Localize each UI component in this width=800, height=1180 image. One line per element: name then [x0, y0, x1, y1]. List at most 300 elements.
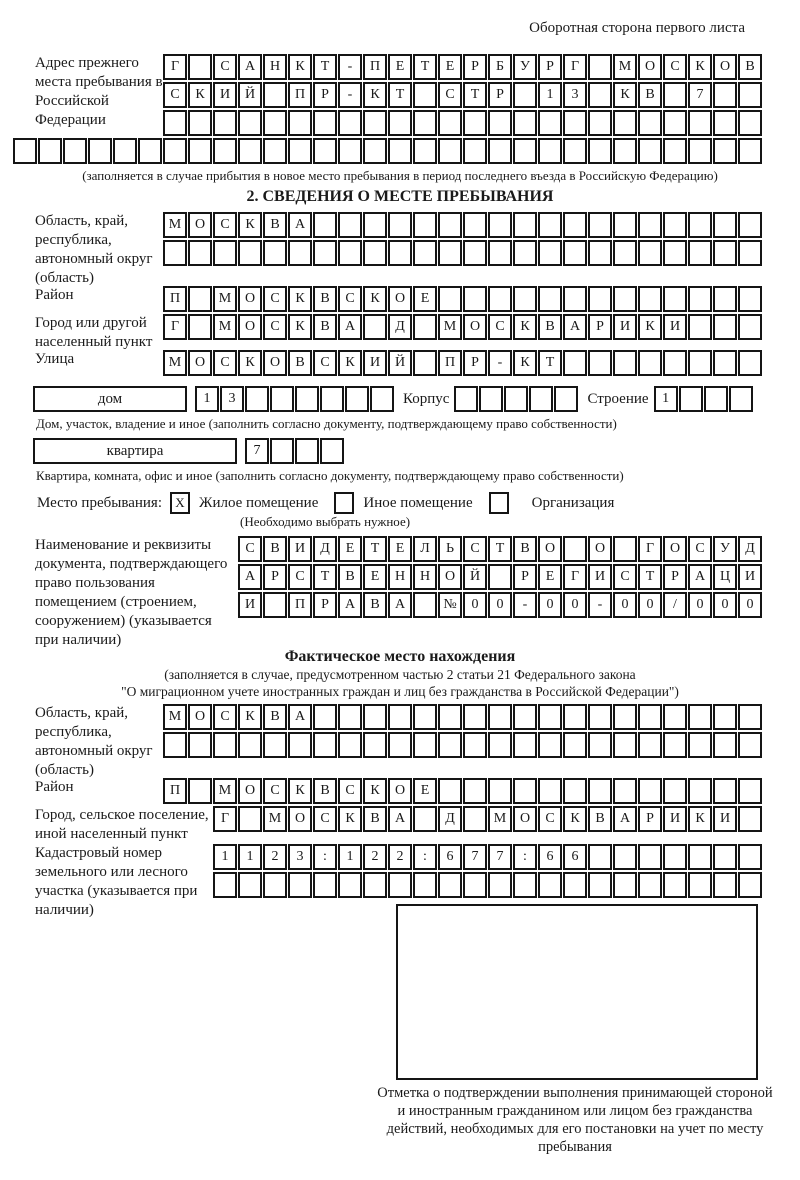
char-cell: [413, 872, 437, 898]
char-cell: [388, 732, 412, 758]
gorod-label: Город или другой населенный пункт: [35, 315, 153, 350]
char-cell: В: [263, 704, 287, 730]
char-cell: [504, 386, 528, 412]
char-cell-row: [163, 732, 762, 758]
char-cell: [238, 872, 262, 898]
char-cell: С: [213, 212, 237, 238]
char-cell: [663, 844, 687, 870]
option-organizatsiya-label: Организация: [531, 494, 615, 511]
char-cell: [563, 212, 587, 238]
char-cell: К: [513, 350, 537, 376]
char-cell: [488, 778, 512, 804]
char-cell: [663, 138, 687, 164]
char-cell: Д: [313, 536, 337, 562]
char-cell: Е: [413, 778, 437, 804]
char-cell: С: [288, 564, 312, 590]
char-cell: М: [213, 286, 237, 312]
char-cell: [488, 240, 512, 266]
char-cell: А: [613, 806, 637, 832]
char-cell: [13, 138, 37, 164]
char-cell: К: [288, 314, 312, 340]
char-cell: Л: [413, 536, 437, 562]
char-cell: М: [163, 212, 187, 238]
char-cell: А: [338, 314, 362, 340]
char-cell: А: [238, 564, 262, 590]
char-cell: [613, 240, 637, 266]
char-cell: С: [663, 54, 687, 80]
dom-number-cells: [195, 386, 394, 412]
prev-address-caption: (заполняется в случае прибытия в новое место пребывания в период последнего въезда в Российскую Федерацию): [82, 168, 718, 183]
char-cell: [488, 564, 512, 590]
char-cell: [688, 110, 712, 136]
char-cell: [738, 314, 762, 340]
char-cell: И: [613, 314, 637, 340]
char-cell: [413, 240, 437, 266]
char-cell: [538, 704, 562, 730]
document-details-group: [0, 536, 800, 648]
char-cell: [188, 286, 212, 312]
char-cell: [688, 872, 712, 898]
char-cell: [738, 138, 762, 164]
gorod-factual-label: Город, сельское поселение, иной населенный пункт: [35, 807, 209, 842]
char-cell: [638, 138, 662, 164]
char-cell: [663, 872, 687, 898]
char-cell: [438, 778, 462, 804]
char-cell: [238, 138, 262, 164]
char-cell-row: [163, 82, 762, 108]
char-cell: М: [488, 806, 512, 832]
char-cell: К: [288, 286, 312, 312]
char-cell: [288, 110, 312, 136]
char-cell: [663, 350, 687, 376]
char-cell: 7: [688, 82, 712, 108]
char-cell: [588, 240, 612, 266]
char-cell: [663, 110, 687, 136]
char-cell: С: [688, 536, 712, 562]
char-cell: [738, 240, 762, 266]
option-inoe-label: Иное помещение: [363, 494, 473, 511]
char-cell: А: [388, 592, 412, 618]
char-cell: [338, 872, 362, 898]
char-cell: [738, 82, 762, 108]
char-cell: [188, 54, 212, 80]
char-cell: 2: [388, 844, 412, 870]
char-cell: [688, 350, 712, 376]
char-cell: :: [513, 844, 537, 870]
char-cell: О: [438, 564, 462, 590]
char-cell: А: [288, 212, 312, 238]
char-cell: [704, 386, 728, 412]
char-cell: [563, 536, 587, 562]
char-cell: [588, 778, 612, 804]
char-cell: [163, 110, 187, 136]
mesto-prebyvaniya-row: [37, 492, 800, 514]
char-cell: 1: [538, 82, 562, 108]
char-cell: [288, 732, 312, 758]
char-cell: -: [513, 592, 537, 618]
char-cell: [388, 240, 412, 266]
char-cell: С: [338, 286, 362, 312]
char-cell: [370, 386, 394, 412]
char-cell: [663, 778, 687, 804]
char-cell: [588, 350, 612, 376]
char-cell: [713, 778, 737, 804]
char-cell: [638, 286, 662, 312]
checkbox-inoe: [334, 492, 354, 514]
char-cell: У: [713, 536, 737, 562]
char-cell: А: [688, 564, 712, 590]
char-cell: :: [413, 844, 437, 870]
char-cell: [588, 704, 612, 730]
korpus-label: Корпус: [403, 390, 450, 407]
char-cell: [513, 110, 537, 136]
char-cell: [513, 704, 537, 730]
char-cell: С: [338, 778, 362, 804]
char-cell: Ц: [713, 564, 737, 590]
char-cell: О: [388, 778, 412, 804]
char-cell: [413, 806, 437, 832]
char-cell: [713, 704, 737, 730]
char-cell: 0: [488, 592, 512, 618]
char-cell: [338, 110, 362, 136]
oblast-group-factual: [0, 704, 800, 778]
char-cell: С: [263, 778, 287, 804]
char-cell-row: [13, 138, 762, 164]
char-cell: [713, 314, 737, 340]
char-cell: [588, 110, 612, 136]
char-cell: 7: [463, 844, 487, 870]
char-cell: Р: [488, 82, 512, 108]
char-cell: [413, 82, 437, 108]
char-cell: Е: [388, 54, 412, 80]
char-cell: 0: [638, 592, 662, 618]
char-cell: О: [238, 314, 262, 340]
char-cell: [663, 212, 687, 238]
char-cell: 7: [488, 844, 512, 870]
char-cell: [338, 212, 362, 238]
char-cell: [213, 110, 237, 136]
char-cell: [729, 386, 753, 412]
ulitsa-group: [0, 350, 800, 378]
char-cell: [563, 872, 587, 898]
char-cell: К: [688, 806, 712, 832]
char-cell: [438, 138, 462, 164]
rayon-group-factual: [0, 778, 800, 806]
char-cell: [638, 350, 662, 376]
char-cell-row: [163, 778, 762, 804]
char-cell: [588, 82, 612, 108]
char-cell: О: [263, 350, 287, 376]
char-cell: [454, 386, 478, 412]
checkbox-organizatsiya: [489, 492, 509, 514]
char-cell: О: [388, 286, 412, 312]
char-cell: О: [713, 54, 737, 80]
char-cell: [538, 138, 562, 164]
char-cell: [538, 778, 562, 804]
char-cell-row: [213, 872, 762, 898]
char-cell: 6: [438, 844, 462, 870]
rayon-label: Район: [35, 287, 74, 303]
char-cell: -: [488, 350, 512, 376]
char-cell: [588, 138, 612, 164]
oblast-label: Область, край, республика, автономный округ (область): [35, 213, 153, 286]
char-cell: [613, 872, 637, 898]
char-cell: В: [263, 536, 287, 562]
char-cell: [388, 138, 412, 164]
char-cell: 6: [538, 844, 562, 870]
char-cell: [688, 778, 712, 804]
char-cell: [488, 286, 512, 312]
char-cell: И: [288, 536, 312, 562]
kvartira-cells: [245, 438, 344, 464]
char-cell: [438, 240, 462, 266]
char-cell: [513, 778, 537, 804]
char-cell: [313, 110, 337, 136]
char-cell: [463, 704, 487, 730]
char-cell: К: [363, 778, 387, 804]
char-cell-row: [238, 536, 762, 562]
char-cell: 2: [363, 844, 387, 870]
char-cell: М: [163, 704, 187, 730]
char-cell: Т: [363, 536, 387, 562]
char-cell: Д: [738, 536, 762, 562]
prev-address-block: [0, 54, 800, 166]
oblast-group: [0, 212, 800, 286]
char-cell: [413, 138, 437, 164]
char-cell: Г: [163, 54, 187, 80]
char-cell: [738, 778, 762, 804]
option-zhiloe-label: Жилое помещение: [199, 494, 319, 511]
mesto-label: Место пребывания:: [37, 494, 162, 511]
char-cell: В: [513, 536, 537, 562]
char-cell: О: [663, 536, 687, 562]
char-cell: [388, 212, 412, 238]
char-cell: 1: [238, 844, 262, 870]
char-cell: [363, 138, 387, 164]
char-cell: [413, 314, 437, 340]
char-cell: [488, 732, 512, 758]
char-cell: [688, 732, 712, 758]
char-cell: 1: [195, 386, 219, 412]
char-cell: [213, 732, 237, 758]
char-cell: Т: [413, 54, 437, 80]
char-cell: 1: [654, 386, 678, 412]
char-cell: [463, 138, 487, 164]
char-cell: К: [513, 314, 537, 340]
char-cell: [295, 438, 319, 464]
char-cell: О: [513, 806, 537, 832]
char-cell: К: [238, 212, 262, 238]
char-cell: [713, 732, 737, 758]
char-cell: [488, 704, 512, 730]
char-cell: [345, 386, 369, 412]
char-cell: [688, 286, 712, 312]
char-cell: [363, 732, 387, 758]
char-cell: [638, 240, 662, 266]
char-cell: К: [363, 286, 387, 312]
char-cell: [113, 138, 137, 164]
char-cell: [188, 240, 212, 266]
kadastr-group: [0, 844, 800, 918]
char-cell: [738, 844, 762, 870]
char-cell: В: [313, 778, 337, 804]
char-cell: [320, 438, 344, 464]
char-cell: С: [263, 286, 287, 312]
char-cell: Т: [538, 350, 562, 376]
char-cell: /: [663, 592, 687, 618]
char-cell: [738, 212, 762, 238]
char-cell: [413, 110, 437, 136]
char-cell: [288, 138, 312, 164]
ulitsa-label: Улица: [35, 351, 75, 367]
char-cell: Р: [638, 806, 662, 832]
char-cell: [563, 732, 587, 758]
char-cell: [338, 240, 362, 266]
char-cell: Е: [413, 286, 437, 312]
char-cell: В: [288, 350, 312, 376]
char-cell: С: [213, 350, 237, 376]
korpus-cells: [454, 386, 578, 412]
char-cell: А: [338, 592, 362, 618]
char-cell: [463, 778, 487, 804]
char-cell: [488, 138, 512, 164]
char-cell: 7: [245, 438, 269, 464]
char-cell: А: [388, 806, 412, 832]
char-cell: [213, 240, 237, 266]
rayon-group: [0, 286, 800, 314]
char-cell: О: [463, 314, 487, 340]
char-cell: [163, 732, 187, 758]
char-cell: В: [263, 212, 287, 238]
char-cell: :: [313, 844, 337, 870]
char-cell: П: [288, 592, 312, 618]
char-cell: [313, 872, 337, 898]
char-cell: И: [663, 314, 687, 340]
char-cell: [438, 704, 462, 730]
char-cell: К: [613, 82, 637, 108]
dom-caption: Дом, участок, владение и иное (заполнить согласно документу, подтверждающему право собственности): [36, 416, 617, 431]
char-cell: В: [313, 286, 337, 312]
char-cell: 0: [538, 592, 562, 618]
char-cell: Е: [538, 564, 562, 590]
char-cell: [463, 212, 487, 238]
kvartira-caption: Квартира, комната, офис и иное (заполнить согласно документу, подтверждающему право собственности): [36, 468, 624, 483]
char-cell: [288, 872, 312, 898]
char-cell: [245, 386, 269, 412]
char-cell: [263, 82, 287, 108]
char-cell: [613, 212, 637, 238]
stamp-area: [396, 904, 758, 1080]
char-cell-row: [163, 704, 762, 730]
char-cell: [413, 212, 437, 238]
char-cell: С: [488, 314, 512, 340]
char-cell: Т: [313, 564, 337, 590]
char-cell: [513, 240, 537, 266]
char-cell: К: [338, 350, 362, 376]
char-cell: [263, 138, 287, 164]
char-cell: [588, 732, 612, 758]
char-cell: [538, 286, 562, 312]
char-cell: [438, 212, 462, 238]
char-cell: [613, 286, 637, 312]
char-cell: [588, 844, 612, 870]
char-cell: Н: [413, 564, 437, 590]
char-cell: Р: [513, 564, 537, 590]
kvartira-widebox: квартира: [33, 438, 237, 464]
char-cell: [688, 314, 712, 340]
char-cell: [188, 314, 212, 340]
char-cell: М: [438, 314, 462, 340]
char-cell: [563, 778, 587, 804]
char-cell: И: [738, 564, 762, 590]
char-cell: [188, 732, 212, 758]
char-cell: И: [238, 592, 262, 618]
char-cell: 0: [688, 592, 712, 618]
char-cell: Й: [388, 350, 412, 376]
char-cell: В: [638, 82, 662, 108]
char-cell: [463, 806, 487, 832]
document-details-label: Наименование и реквизиты документа, подтверждающего право пользования помещением (строением, сооружением) (указывается при наличии): [35, 537, 228, 648]
char-cell: С: [613, 564, 637, 590]
char-cell: М: [213, 314, 237, 340]
char-cell: [688, 240, 712, 266]
section2-title: 2. СВЕДЕНИЯ О МЕСТЕ ПРЕБЫВАНИЯ: [246, 188, 554, 205]
char-cell: К: [688, 54, 712, 80]
char-cell: [388, 872, 412, 898]
char-cell-row: [238, 564, 762, 590]
char-cell: [713, 286, 737, 312]
char-cell-row: [213, 806, 762, 832]
char-cell: [563, 138, 587, 164]
char-cell: [238, 240, 262, 266]
page-side-note: Оборотная сторона первого листа: [529, 20, 745, 36]
char-cell: Р: [263, 564, 287, 590]
char-cell: Й: [238, 82, 262, 108]
char-cell: И: [663, 806, 687, 832]
char-cell: -: [338, 82, 362, 108]
char-cell: [688, 212, 712, 238]
char-cell: К: [338, 806, 362, 832]
char-cell: С: [313, 350, 337, 376]
char-cell: [270, 386, 294, 412]
char-cell: [63, 138, 87, 164]
kvartira-row: [33, 436, 800, 466]
section3-note2: "О миграционном учете иностранных граждан и лиц без гражданства в Российской Федерации"): [121, 684, 679, 699]
char-cell: [538, 110, 562, 136]
char-cell: [188, 138, 212, 164]
char-cell: Р: [588, 314, 612, 340]
char-cell: А: [563, 314, 587, 340]
char-cell: 3: [288, 844, 312, 870]
char-cell: [138, 138, 162, 164]
char-cell: И: [363, 350, 387, 376]
char-cell: [463, 872, 487, 898]
char-cell: В: [363, 806, 387, 832]
checkbox-zhiloe: X: [170, 492, 190, 514]
char-cell: [388, 704, 412, 730]
char-cell: [538, 872, 562, 898]
char-cell: [413, 732, 437, 758]
char-cell: [613, 536, 637, 562]
char-cell: Р: [463, 54, 487, 80]
char-cell: 6: [563, 844, 587, 870]
char-cell: [313, 704, 337, 730]
char-cell: [288, 240, 312, 266]
char-cell: Е: [388, 536, 412, 562]
char-cell: [479, 386, 503, 412]
char-cell: А: [288, 704, 312, 730]
char-cell: [463, 286, 487, 312]
